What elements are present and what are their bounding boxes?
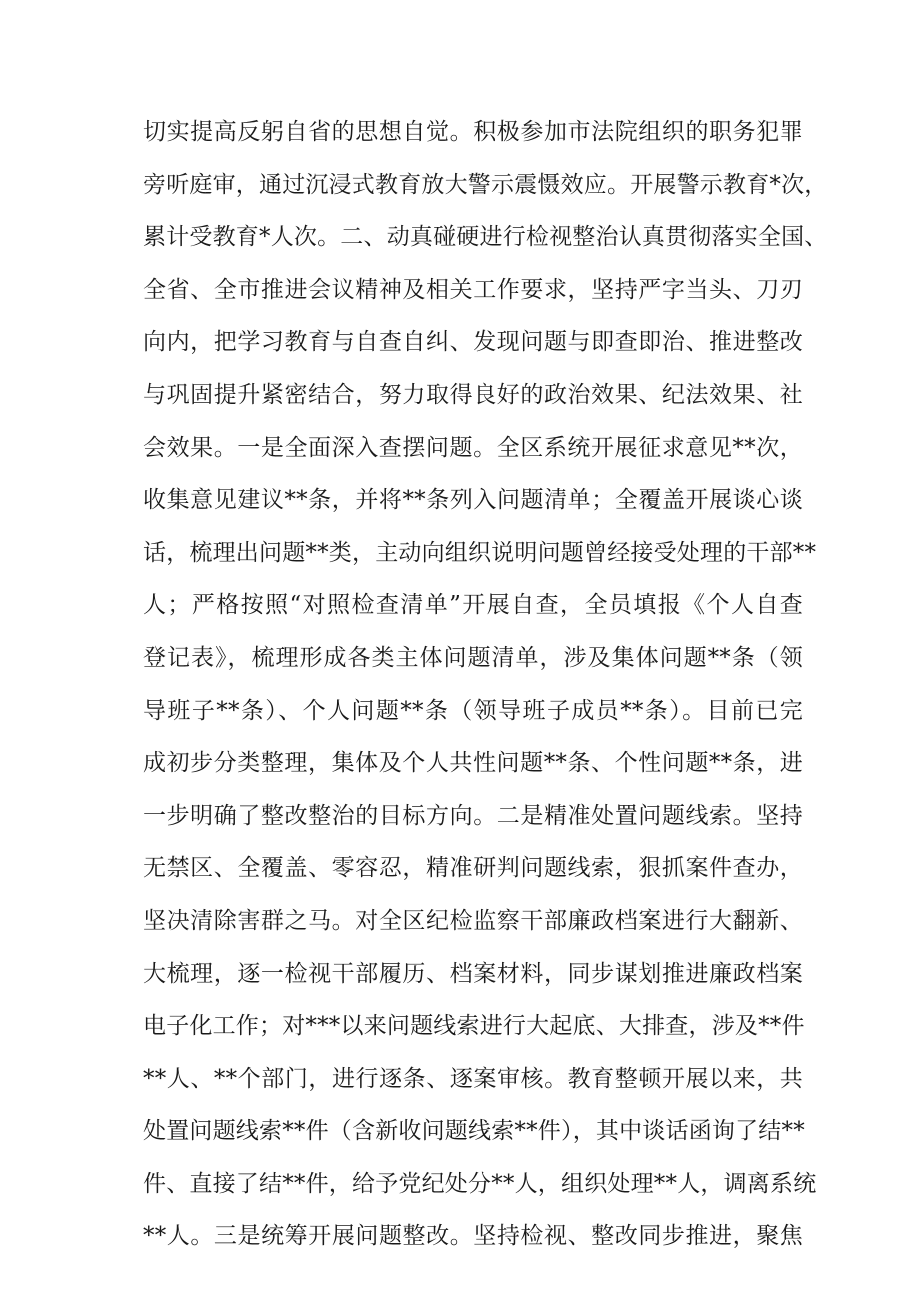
text-line: 全省、全市推进会议精神及相关工作要求，坚持严字当头、刀刃 (143, 276, 803, 303)
text-line: 会效果。一是全面深入查摆问题。全区系统开展征求意见**次， (143, 434, 803, 461)
text-line: 电子化工作；对***以来问题线索进行大起底、大排查，涉及**件 (143, 1013, 805, 1040)
text-line: 累计受教育*人次。二、动真碰硬进行检视整治认真贯彻落实全国、 (143, 224, 828, 251)
text-line: 话，梳理出问题**类，主动向组织说明问题曾经接受处理的干部** (143, 539, 817, 566)
body-paragraph (143, 106, 828, 1263)
text-line: **人。三是统筹开展问题整改。坚持检视、整改同步推进，聚焦 (143, 1223, 803, 1250)
text-line: 大梳理，逐一检视干部履历、档案材料，同步谋划推进廉政档案 (143, 960, 803, 987)
text-line: 成初步分类整理，集体及个人共性问题**条、个性问题**条，进 (143, 750, 803, 777)
text-line: 登记表》，梳理形成各类主体问题清单，涉及集体问题**条（领 (143, 644, 803, 671)
text-line: 件、直接了结**件，给予党纪处分**人，组织处理**人，调离系统 (143, 1170, 817, 1197)
text-line: **人、**个部门，进行逐条、逐案审核。教育整顿开展以来，共 (143, 1065, 803, 1092)
text-line: 无禁区、全覆盖、零容忍，精准研判问题线索，狠抓案件查办， (143, 855, 803, 882)
text-line: 一步明确了整改整治的目标方向。二是精准处置问题线索。坚持 (143, 802, 803, 829)
text-line: 导班子**条）、个人问题**条（领导班子成员**条）。目前已完 (143, 697, 803, 724)
text-line: 收集意见建议**条，并将**条列入问题清单；全覆盖开展谈心谈 (143, 487, 803, 514)
text-line: 切实提高反躬自省的思想自觉。积极参加市法院组织的职务犯罪 (143, 119, 803, 145)
text-line: 旁听庭审，通过沉浸式教育放大警示震慑效应。开展警示教育*次， (143, 171, 828, 198)
text-line: 与巩固提升紧密结合，努力取得良好的政治效果、纪法效果、社 (143, 381, 803, 408)
text-line: 处置问题线索**件（含新收问题线索**件），其中谈话函询了结** (143, 1118, 805, 1145)
text-line: 人；严格按照“对照检查清单”开展自查，全员填报《个人自查 (143, 592, 803, 619)
text-line: 向内，把学习教育与自查自纠、发现问题与即查即治、推进整改 (143, 329, 803, 356)
text-line: 坚决清除害群之马。对全区纪检监察干部廉政档案进行大翻新、 (143, 907, 803, 934)
